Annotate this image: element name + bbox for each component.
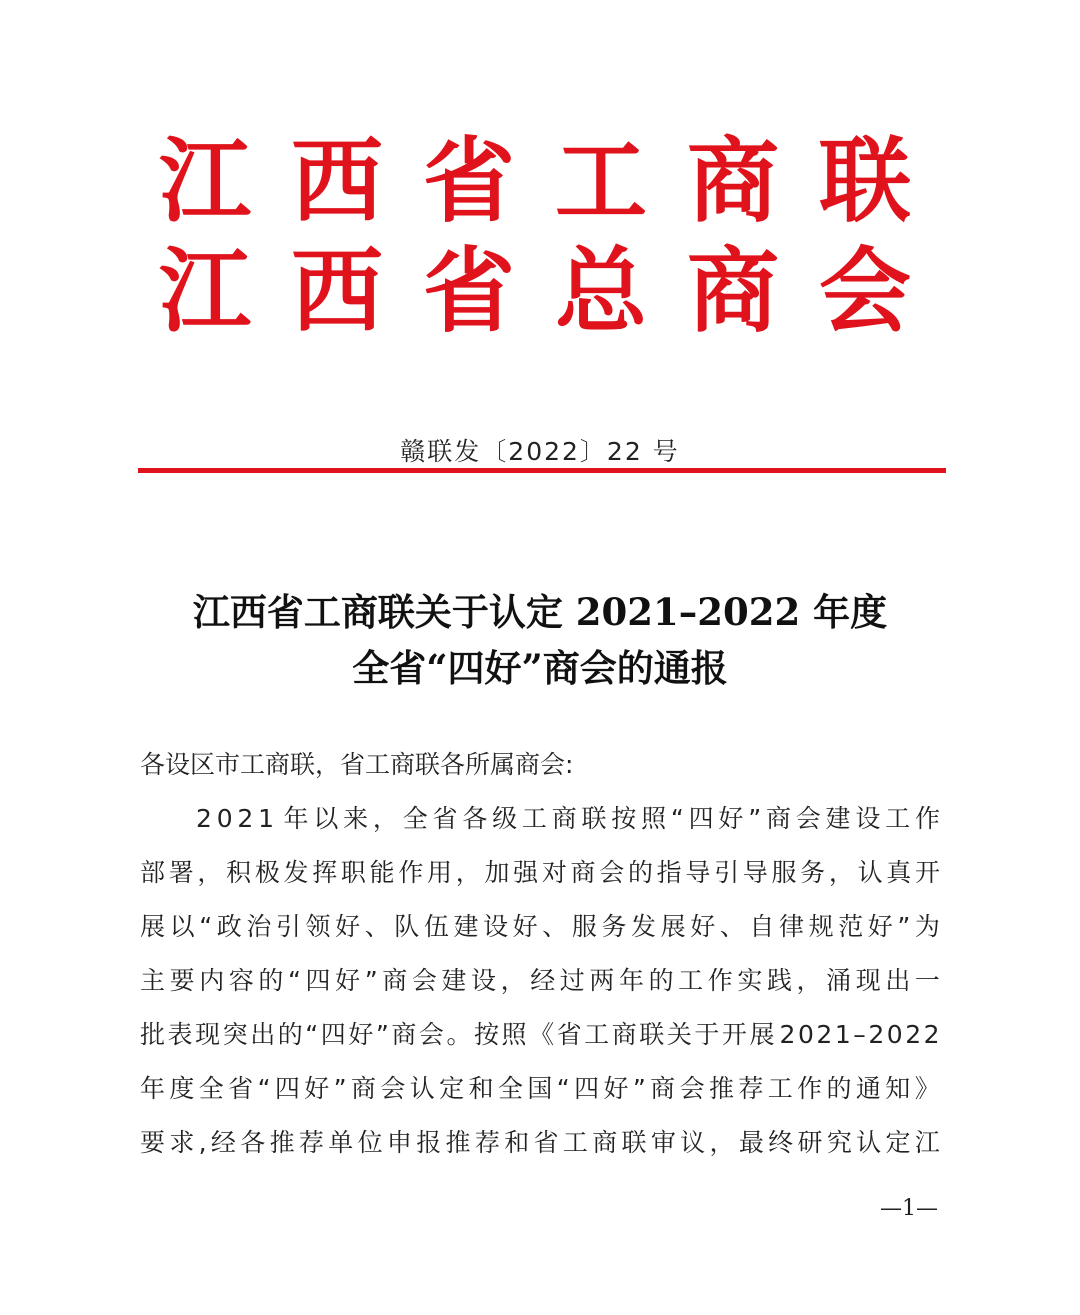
body-char: 工 — [521, 804, 547, 833]
body-char: 为 — [914, 912, 940, 941]
issuer-char: 省 — [422, 127, 515, 235]
body-char: 作 — [398, 858, 424, 887]
body-char: 2 — [237, 804, 254, 833]
body-char: 认 — [409, 1074, 435, 1103]
body-char: 导 — [685, 858, 711, 887]
issuer-char: 会 — [818, 237, 911, 345]
body-char: 照 — [641, 804, 667, 833]
body-char: 报 — [416, 1128, 442, 1157]
body-char: 领 — [305, 912, 331, 941]
body-char: 好 — [304, 1074, 330, 1103]
body-char: 会 — [418, 1020, 444, 1049]
issuer-name-line-1 — [155, 127, 915, 235]
body-line — [140, 1130, 940, 1155]
body-char: 、 — [364, 912, 390, 941]
body-char: 推 — [708, 1074, 734, 1103]
body-char: 和 — [468, 1074, 494, 1103]
body-char: 作 — [914, 804, 940, 833]
body-char: 用 — [427, 858, 453, 887]
body-char: 发 — [631, 912, 657, 941]
body-line — [140, 860, 940, 885]
body-char: 研 — [797, 1128, 823, 1157]
body-char: 级 — [492, 804, 518, 833]
body-char: 展 — [660, 912, 686, 941]
document-title-line-2: 全省“四好”商会的通报 — [352, 646, 728, 690]
body-char: 1 — [834, 1020, 851, 1049]
body-char: 两 — [589, 966, 615, 995]
body-char: 出 — [885, 966, 911, 995]
red-divider — [138, 468, 946, 473]
body-char: 践 — [766, 966, 792, 995]
issuer-char: 联 — [818, 127, 911, 235]
body-char: ” — [632, 1074, 646, 1103]
body-char: 按 — [473, 1020, 499, 1049]
issuer-char: 江 — [158, 237, 251, 345]
body-char: 定 — [885, 1128, 911, 1157]
body-char: ” — [375, 1020, 389, 1049]
body-char: 务 — [800, 858, 826, 887]
body-char: 会 — [380, 1074, 406, 1103]
body-char: 最 — [738, 1128, 764, 1157]
body-char: 四 — [688, 804, 714, 833]
body-char: 商 — [551, 804, 577, 833]
body-char: 范 — [838, 912, 864, 941]
body-char: 建 — [441, 966, 467, 995]
body-char: 1 — [258, 804, 274, 833]
body-char: 审 — [650, 1128, 676, 1157]
body-char: 认 — [856, 1128, 882, 1157]
body-char: 全 — [198, 1074, 224, 1103]
issuer-char: 省 — [422, 237, 515, 345]
body-char: 要 — [169, 966, 195, 995]
body-char: 终 — [768, 1128, 794, 1157]
body-char: 服 — [771, 858, 797, 887]
body-char: ” — [364, 966, 378, 995]
body-char: 国 — [527, 1074, 553, 1103]
body-char: 队 — [394, 912, 420, 941]
body-char: 、 — [542, 912, 568, 941]
body-char: 以 — [313, 804, 339, 833]
body-char: 引 — [714, 858, 740, 887]
body-char: 商 — [351, 1074, 377, 1103]
body-char: 突 — [222, 1020, 248, 1049]
body-char: 真 — [886, 858, 912, 887]
body-char: 年 — [618, 966, 644, 995]
body-char: ， — [796, 966, 822, 995]
body-char: 年 — [140, 1074, 166, 1103]
body-char: 要 — [140, 1128, 166, 1157]
body-char: 作 — [707, 966, 733, 995]
body-char: 联 — [581, 804, 607, 833]
body-char: 能 — [369, 858, 395, 887]
body-char: 好 — [335, 966, 361, 995]
body-char: 现 — [855, 966, 881, 995]
body-char: 极 — [254, 858, 280, 887]
body-char: 知 — [885, 1074, 911, 1103]
document-number: 赣联发〔2022〕22 号 — [400, 437, 680, 466]
body-char: 作 — [797, 1074, 823, 1103]
body-char: 规 — [808, 912, 834, 941]
body-char: 过 — [559, 966, 585, 995]
body-char: 加 — [484, 858, 510, 887]
body-char: 工 — [767, 1074, 793, 1103]
body-char: ， — [455, 858, 481, 887]
issuer-name-line-2 — [155, 237, 915, 345]
body-char: 出 — [250, 1020, 276, 1049]
body-char: 容 — [228, 966, 254, 995]
body-char: 商 — [765, 804, 791, 833]
body-char: 的 — [627, 858, 653, 887]
body-char: 商 — [611, 1020, 637, 1049]
body-line — [140, 968, 940, 993]
body-char: 挥 — [312, 858, 338, 887]
body-char: 自 — [749, 912, 775, 941]
body-char: 议 — [680, 1128, 706, 1157]
body-char: 政 — [216, 912, 242, 941]
body-char: 会 — [679, 1074, 705, 1103]
body-char: 》 — [914, 1074, 940, 1103]
body-char: 2 — [868, 1020, 885, 1049]
body-char: 表 — [167, 1020, 193, 1049]
body-char: 服 — [571, 912, 597, 941]
body-char: 2 — [779, 1020, 796, 1049]
body-char: 涌 — [826, 966, 852, 995]
issuer-char: 总 — [554, 237, 647, 345]
body-char: 究 — [826, 1128, 852, 1157]
body-char: 务 — [601, 912, 627, 941]
body-char: 。 — [446, 1020, 472, 1049]
body-char: 和 — [504, 1128, 530, 1157]
body-char: 实 — [737, 966, 763, 995]
body-char: 联 — [639, 1020, 665, 1049]
body-char: “ — [556, 1074, 570, 1103]
body-char: 位 — [357, 1128, 383, 1157]
body-char: 0 — [216, 804, 233, 833]
body-char: 联 — [621, 1128, 647, 1157]
body-char: ， — [500, 966, 526, 995]
body-char: 推 — [445, 1128, 471, 1157]
body-char: 来 — [343, 804, 369, 833]
body-char: 工 — [562, 1128, 588, 1157]
body-char: 关 — [666, 1020, 692, 1049]
body-char: 建 — [825, 804, 851, 833]
body-char: 设 — [471, 966, 497, 995]
body-char: 的 — [648, 966, 674, 995]
body-char: 荐 — [738, 1074, 764, 1103]
body-char: 会 — [411, 966, 437, 995]
body-char: 对 — [541, 858, 567, 887]
body-char: 的 — [826, 1074, 852, 1103]
body-char: 的 — [258, 966, 284, 995]
body-char: 《 — [529, 1020, 555, 1049]
body-char: 按 — [611, 804, 637, 833]
body-char: 部 — [140, 858, 166, 887]
body-char: 、 — [719, 912, 745, 941]
body-char: 0 — [797, 1020, 814, 1049]
body-char: 定 — [439, 1074, 465, 1103]
body-char: 各 — [462, 804, 488, 833]
body-char: 全 — [497, 1074, 523, 1103]
body-char: 经 — [530, 966, 556, 995]
body-char: 各 — [240, 1128, 266, 1157]
body-char: 通 — [855, 1074, 881, 1103]
body-line — [140, 1076, 940, 1101]
body-char: 2 — [905, 1020, 922, 1049]
body-char: 律 — [779, 912, 805, 941]
salutation: 各设区市工商联，省工商联各所属商会: — [140, 750, 574, 779]
body-char: 四 — [305, 966, 331, 995]
issuer-char: 西 — [290, 237, 383, 345]
body-char: 商 — [570, 858, 596, 887]
body-char: ” — [897, 912, 911, 941]
body-char: “ — [670, 804, 684, 833]
body-char: 四 — [274, 1074, 300, 1103]
body-char: “ — [199, 912, 213, 941]
body-char: 江 — [914, 1128, 940, 1157]
body-char: 省 — [533, 1128, 559, 1157]
body-char: 开 — [914, 858, 940, 887]
body-char: 设 — [483, 912, 509, 941]
body-char: 商 — [650, 1074, 676, 1103]
body-char: 于 — [694, 1020, 720, 1049]
document-title-line-1: 江西省工商联关于认定 2021–2022 年度 — [192, 590, 888, 634]
body-char: 度 — [169, 1074, 195, 1103]
body-char: 商 — [592, 1128, 618, 1157]
body-char: 批 — [140, 1020, 166, 1049]
body-line — [140, 1022, 940, 1047]
body-char: 商 — [382, 966, 408, 995]
body-char: 好 — [335, 912, 361, 941]
issuer-char: 西 — [290, 127, 383, 235]
body-char: 省 — [556, 1020, 582, 1049]
body-char: 以 — [169, 912, 195, 941]
body-char: 经 — [210, 1128, 236, 1157]
body-char: 设 — [855, 804, 881, 833]
body-char: 0 — [886, 1020, 903, 1049]
body-char: 建 — [453, 912, 479, 941]
body-char: 商 — [391, 1020, 417, 1049]
body-char: 省 — [432, 804, 458, 833]
body-char: 工 — [885, 804, 911, 833]
body-char: ， — [197, 858, 223, 887]
body-char: “ — [257, 1074, 271, 1103]
body-char: 发 — [283, 858, 309, 887]
issuer-char: 工 — [554, 127, 647, 235]
body-char: 强 — [513, 858, 539, 887]
body-char: 求 — [169, 1128, 195, 1157]
body-char: 好 — [603, 1074, 629, 1103]
body-char: 展 — [140, 912, 166, 941]
issuer-char: 商 — [686, 127, 779, 235]
body-char: 好 — [718, 804, 744, 833]
body-char: 申 — [386, 1128, 412, 1157]
body-char: 现 — [195, 1020, 221, 1049]
body-char: 2 — [816, 1020, 833, 1049]
body-char: 工 — [678, 966, 704, 995]
body-char: 四 — [320, 1020, 346, 1049]
body-char: 职 — [340, 858, 366, 887]
body-char: 伍 — [423, 912, 449, 941]
body-line — [196, 806, 940, 831]
body-char: 年 — [283, 804, 309, 833]
body-line — [140, 914, 940, 939]
body-char: 导 — [742, 858, 768, 887]
body-char: 内 — [199, 966, 225, 995]
body-char: 荐 — [298, 1128, 324, 1157]
body-char: 开 — [721, 1020, 747, 1049]
body-char: 好 — [348, 1020, 374, 1049]
body-char: 会 — [795, 804, 821, 833]
body-char: ” — [748, 804, 762, 833]
body-char: 省 — [228, 1074, 254, 1103]
body-char: ， — [709, 1128, 735, 1157]
body-char: 展 — [749, 1020, 775, 1049]
body-char: 一 — [914, 966, 940, 995]
body-char: 单 — [328, 1128, 354, 1157]
issuer-char: 江 — [158, 127, 251, 235]
body-char: 引 — [275, 912, 301, 941]
body-char: 指 — [656, 858, 682, 887]
page-number: —1— — [880, 1196, 938, 1221]
body-char: 照 — [501, 1020, 527, 1049]
body-char: 好 — [512, 912, 538, 941]
body-char: 荐 — [474, 1128, 500, 1157]
body-char: “ — [287, 966, 301, 995]
body-char: 全 — [402, 804, 428, 833]
body-char: 2 — [196, 804, 212, 833]
body-char: 四 — [574, 1074, 600, 1103]
body-char: 署 — [168, 858, 194, 887]
body-char: 2 — [923, 1020, 940, 1049]
body-char: 工 — [584, 1020, 610, 1049]
body-char: 的 — [277, 1020, 303, 1049]
body-char: 认 — [857, 858, 883, 887]
body-char: ， — [372, 804, 398, 833]
body-char: ， — [828, 858, 854, 887]
body-char: – — [853, 1020, 866, 1049]
body-char: 治 — [246, 912, 272, 941]
body-char: 主 — [140, 966, 166, 995]
body-char: 推 — [269, 1128, 295, 1157]
issuer-char: 商 — [686, 237, 779, 345]
body-char: “ — [305, 1020, 319, 1049]
body-char: 好 — [867, 912, 893, 941]
body-char: 积 — [226, 858, 252, 887]
body-char: ” — [333, 1074, 347, 1103]
body-char: , — [198, 1128, 207, 1157]
body-char: 会 — [599, 858, 625, 887]
body-char: 好 — [690, 912, 716, 941]
